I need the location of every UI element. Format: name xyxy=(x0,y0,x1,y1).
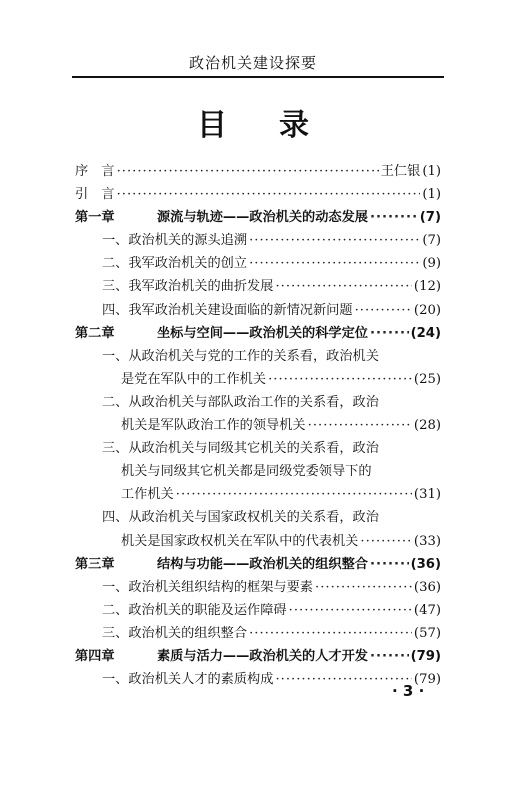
toc-entry-page: (36) xyxy=(413,579,441,595)
header-rule xyxy=(72,76,444,78)
toc-entry-page: (28) xyxy=(413,418,441,434)
toc-entry-title: 一、政治机关的源头追溯 xyxy=(102,233,248,249)
toc-entry xyxy=(75,391,441,414)
toc-entry-page: (7) xyxy=(422,233,441,249)
toc-entry xyxy=(75,460,441,483)
toc-entry-page: (33) xyxy=(413,533,441,549)
toc-entry-page: (1) xyxy=(422,187,441,203)
dot-leader xyxy=(355,299,412,322)
toc-entry-page: (12) xyxy=(413,279,441,295)
toc-entry-title: 机关是军队政治工作的领导机关 xyxy=(121,418,306,434)
dot-leader xyxy=(308,414,412,437)
dot-leader xyxy=(360,530,412,553)
toc-entry xyxy=(75,622,441,645)
chapter-number: 第一章 xyxy=(75,210,115,226)
toc-entry-page: (36) xyxy=(410,556,441,572)
toc-entry-page: (20) xyxy=(413,302,441,318)
toc-entry-page: (31) xyxy=(413,487,441,503)
toc-entry xyxy=(75,368,441,391)
dot-leader xyxy=(370,553,409,576)
dot-leader xyxy=(275,275,411,298)
toc-entry-page: (79) xyxy=(413,672,441,688)
toc-entry xyxy=(75,437,441,460)
toc-entry-title: 坐标与空间——政治机关的科学定位 xyxy=(157,325,368,341)
toc-entry-title: 引 言 xyxy=(75,187,115,203)
toc-entry-title: 一、从政治机关与党的工作的关系看，政治机关 xyxy=(102,348,379,364)
toc-entry-title: 源流与轨迹——政治机关的动态发展 xyxy=(157,210,368,226)
toc-title: 目录 xyxy=(197,108,361,143)
toc-entry-title: 素质与活力——政治机关的人才开发 xyxy=(157,648,368,664)
toc-entry-page: (57) xyxy=(413,625,441,641)
toc-entry-page: (79) xyxy=(410,648,441,664)
toc-entry xyxy=(75,229,441,252)
toc-entry xyxy=(75,668,441,691)
toc-entry-author: 王仁银 xyxy=(380,164,421,179)
toc-entry-title: 机关与同级其它机关都是同级党委领导下的 xyxy=(121,464,372,480)
dot-leader xyxy=(289,599,412,622)
chapter-number: 第四章 xyxy=(75,648,115,664)
toc-entry-title: 四、我军政治机关建设面临的新情况新问题 xyxy=(102,302,353,318)
toc-entry xyxy=(75,645,441,668)
toc-entry xyxy=(75,530,441,553)
toc-entry-page: (9) xyxy=(422,256,441,272)
dot-leader xyxy=(315,576,412,599)
toc-entry-title: 序 言 xyxy=(75,164,115,179)
toc-entry-title: 二、我军政治机关的创立 xyxy=(102,256,248,272)
toc-entry-page: (25) xyxy=(413,371,441,387)
toc-entry xyxy=(75,345,441,368)
toc-entry-page: (7) xyxy=(419,210,441,226)
toc-entry-title: 一、政治机关人才的素质构成 xyxy=(102,672,274,688)
toc-entry-title: 一、政治机关组织结构的框架与要素 xyxy=(102,579,313,595)
chapter-number: 第二章 xyxy=(75,325,115,341)
toc-entry-title: 机关是国家政权机关在军队中的代表机关 xyxy=(121,533,359,549)
chapter-number: 第三章 xyxy=(75,556,115,572)
toc-entry xyxy=(75,160,441,183)
page-number: · 3 · xyxy=(392,682,425,700)
dot-leader xyxy=(249,229,420,252)
dot-leader xyxy=(117,160,379,183)
toc-entry xyxy=(75,299,441,322)
toc-entry xyxy=(75,206,441,229)
toc-entry-title: 是党在军队中的工作机关 xyxy=(121,371,267,387)
toc-entry-title: 结构与功能——政治机关的组织整合 xyxy=(157,556,368,572)
toc-entry xyxy=(75,275,441,298)
toc-entry-title: 工作机关 xyxy=(121,487,174,503)
toc-entry-title: 二、政治机关的职能及运作障碍 xyxy=(102,602,287,618)
table-of-contents xyxy=(75,160,441,691)
toc-entry xyxy=(75,322,441,345)
dot-leader xyxy=(370,322,409,345)
toc-entry xyxy=(75,506,441,529)
dot-leader xyxy=(117,183,421,206)
toc-entry-title: 二、从政治机关与部队政治工作的关系看，政治 xyxy=(102,394,379,410)
toc-entry-title: 三、我军政治机关的曲折发展 xyxy=(102,279,274,295)
toc-entry xyxy=(75,252,441,275)
dot-leader xyxy=(249,252,420,275)
toc-entry xyxy=(75,483,441,506)
toc-entry xyxy=(75,414,441,437)
toc-entry xyxy=(75,553,441,576)
dot-leader xyxy=(176,483,412,506)
toc-entry-page: (47) xyxy=(413,602,441,618)
toc-entry-title: 三、从政治机关与同级其它机关的关系看，政治 xyxy=(102,441,379,457)
toc-entry-page: (1) xyxy=(422,164,441,179)
running-head: 政治机关建设探要 xyxy=(188,54,317,72)
toc-entry xyxy=(75,183,441,206)
dot-leader xyxy=(370,645,409,668)
toc-entry xyxy=(75,576,441,599)
toc-entry-page: (24) xyxy=(410,325,441,341)
dot-leader xyxy=(268,368,412,391)
dot-leader xyxy=(370,206,418,229)
dot-leader xyxy=(249,622,412,645)
toc-entry xyxy=(75,599,441,622)
toc-entry-title: 四、从政治机关与国家政权机关的关系看，政治 xyxy=(102,510,379,526)
toc-entry-title: 三、政治机关的组织整合 xyxy=(102,625,248,641)
